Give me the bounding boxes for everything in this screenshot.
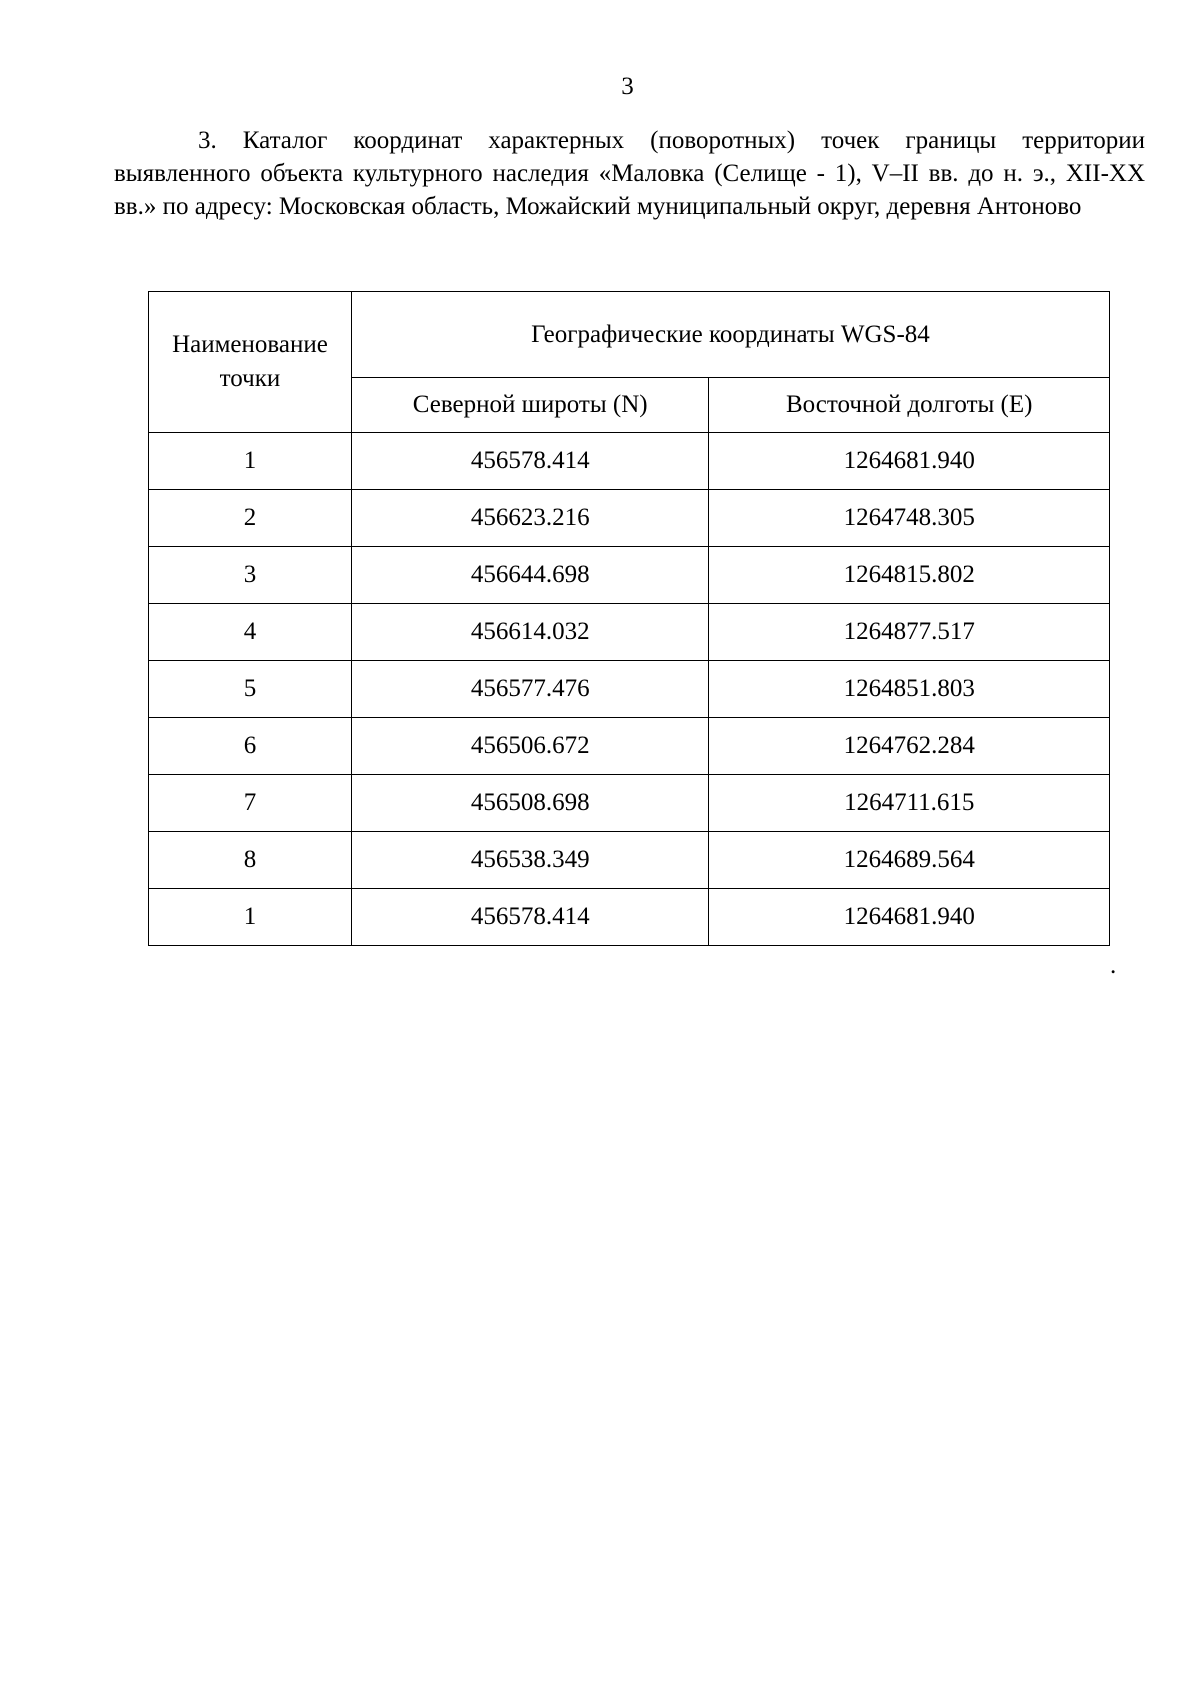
cell-east: 1264711.615 — [709, 775, 1110, 832]
cell-east: 1264815.802 — [709, 547, 1110, 604]
cell-point: 4 — [149, 604, 352, 661]
header-geographic-coordinates: Географические координаты WGS-84 — [351, 292, 1109, 378]
table-row — [149, 547, 1110, 604]
table-row — [149, 718, 1110, 775]
cell-east: 1264681.940 — [709, 889, 1110, 946]
cell-point: 2 — [149, 490, 352, 547]
cell-north: 456578.414 — [351, 433, 709, 490]
cell-east: 1264762.284 — [709, 718, 1110, 775]
table-row — [149, 832, 1110, 889]
cell-point: 8 — [149, 832, 352, 889]
table-row — [149, 661, 1110, 718]
header-east-longitude: Восточной долготы (E) — [709, 378, 1110, 433]
cell-east: 1264681.940 — [709, 433, 1110, 490]
table-row — [149, 775, 1110, 832]
header-north-latitude: Северной широты (N) — [351, 378, 709, 433]
table-row — [149, 490, 1110, 547]
cell-point: 1 — [149, 889, 352, 946]
page-number: 3 — [621, 73, 634, 100]
cell-north: 456508.698 — [351, 775, 709, 832]
cell-north: 456578.414 — [351, 889, 709, 946]
cell-north: 456506.672 — [351, 718, 709, 775]
table-row — [149, 889, 1110, 946]
cell-north: 456623.216 — [351, 490, 709, 547]
cell-east: 1264851.803 — [709, 661, 1110, 718]
cell-east: 1264748.305 — [709, 490, 1110, 547]
header-point-name: Наименование точки — [149, 292, 352, 433]
cell-north: 456644.698 — [351, 547, 709, 604]
cell-north: 456538.349 — [351, 832, 709, 889]
table-row — [149, 433, 1110, 490]
trailing-period-mark: . — [1110, 952, 1117, 979]
intro-paragraph: 3. Каталог координат характерных (поворотных) точек границы территории выявленного объекта культурного наследия «Маловка (Селище - 1), V–II вв. до н. э., XII-XX вв.» по адресу: Московская область, Можайский муниципальный округ, деревня Антоново — [114, 127, 1145, 220]
cell-point: 6 — [149, 718, 352, 775]
table-row — [149, 604, 1110, 661]
cell-point: 1 — [149, 433, 352, 490]
cell-point: 5 — [149, 661, 352, 718]
cell-north: 456577.476 — [351, 661, 709, 718]
cell-east: 1264689.564 — [709, 832, 1110, 889]
cell-point: 7 — [149, 775, 352, 832]
cell-north: 456614.032 — [351, 604, 709, 661]
cell-point: 3 — [149, 547, 352, 604]
cell-east: 1264877.517 — [709, 604, 1110, 661]
coordinates-table — [148, 291, 1110, 946]
